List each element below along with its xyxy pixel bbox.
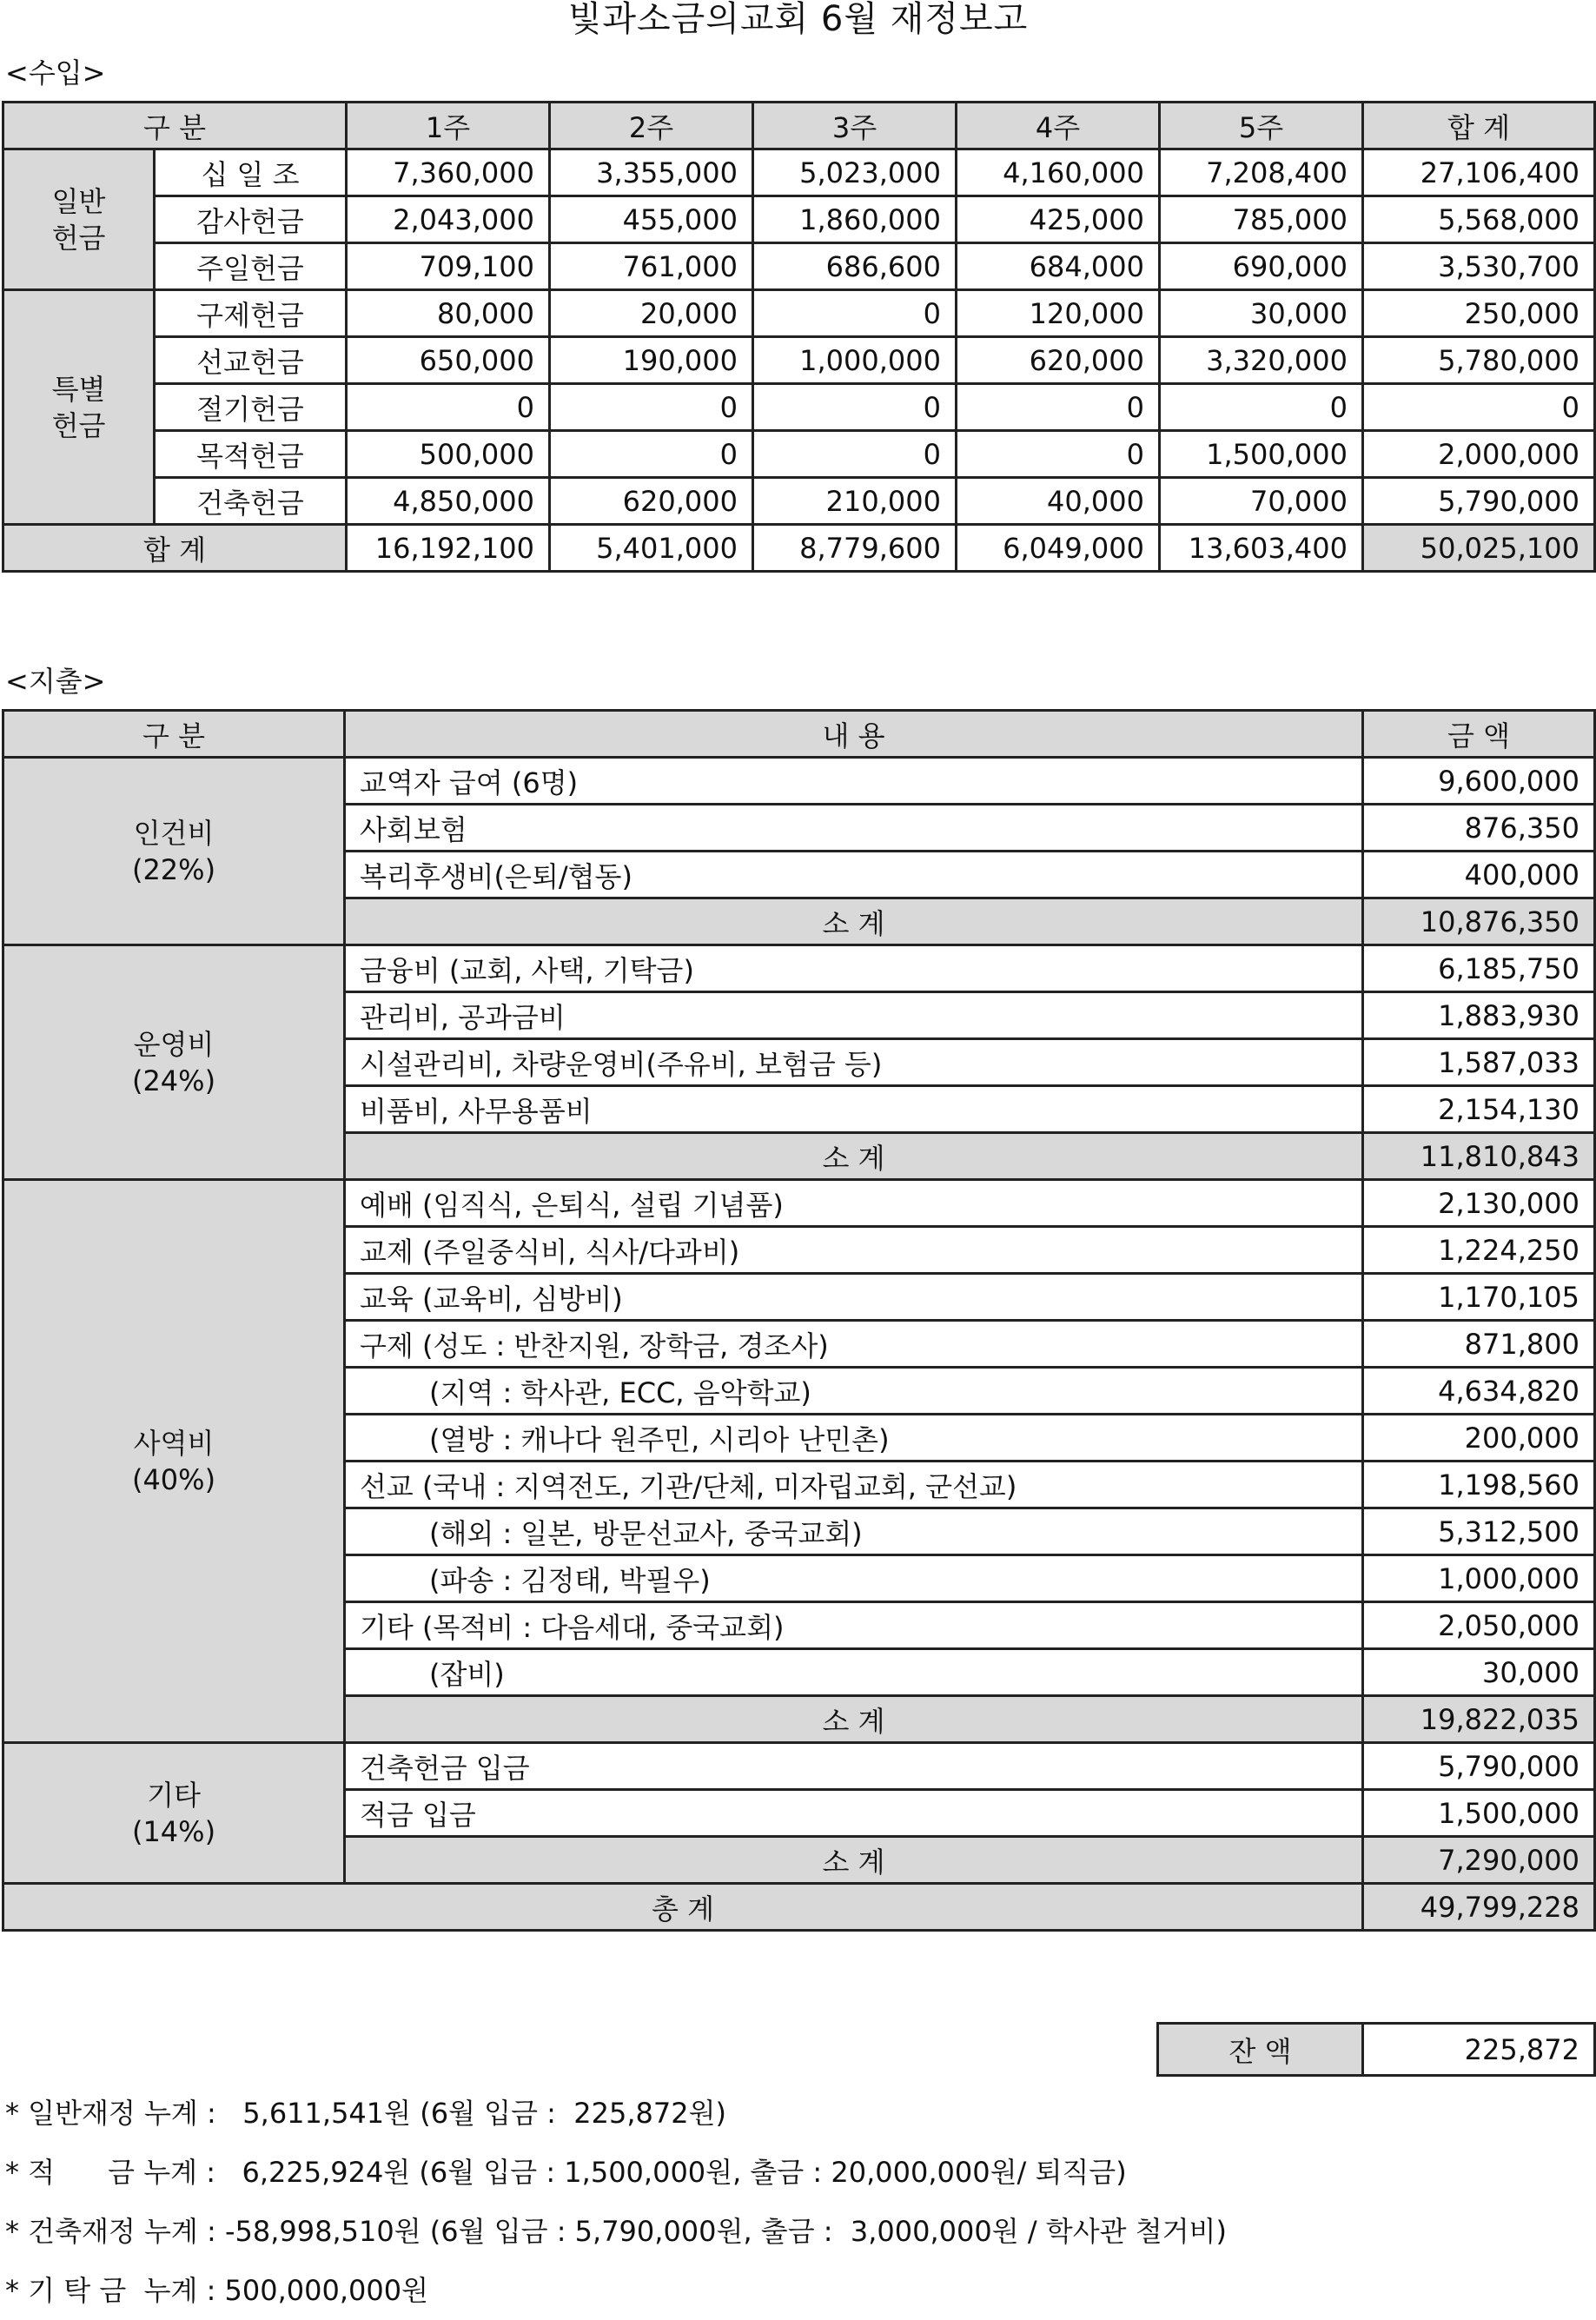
income-value-cell: 620,000	[957, 337, 1160, 384]
expense-header-cell: 금 액	[1363, 711, 1595, 758]
expense-grand-total-row	[3, 1884, 1595, 1931]
income-row-label: 선교헌금	[155, 337, 347, 384]
expense-group-name: 운영비 (24%)	[3, 945, 345, 1180]
expense-subtotal-label: 소 계	[345, 1837, 1363, 1884]
income-value-cell: 70,000	[1160, 478, 1363, 525]
income-row-label: 절기헌금	[155, 384, 347, 431]
expense-item-amount: 9,600,000	[1363, 758, 1595, 805]
expense-item-desc: 금융비 (교회, 사택, 기탁금)	[345, 945, 1363, 992]
expense-header-row	[3, 711, 1595, 758]
income-header-cell: 3주	[753, 103, 957, 149]
expense-item-desc: 예배 (임직식, 은퇴식, 설립 기념품)	[345, 1180, 1363, 1227]
income-row	[3, 431, 1595, 478]
income-value-cell: 0	[1363, 384, 1595, 431]
income-total-cell: 5,401,000	[550, 525, 753, 572]
note-building: * 건축재정 누계 : -58,998,510원 (6월 입금 : 5,790,000원, 출금 : 3,000,000원 / 학사관 철거비)	[5, 2215, 1227, 2248]
income-header-cell: 2주	[550, 103, 753, 149]
note-deposit: * 기 탁 금 누계 : 500,000,000원	[5, 2274, 429, 2307]
balance-table	[1156, 2022, 1596, 2077]
income-value-cell: 2,000,000	[1363, 431, 1595, 478]
income-section-label: <수입>	[5, 56, 106, 89]
expense-item-desc: 사회보험	[345, 805, 1363, 852]
income-header-cell: 합 계	[1363, 103, 1595, 149]
expense-item-desc: 시설관리비, 차량운영비(주유비, 보험금 등)	[345, 1039, 1363, 1086]
expense-item-desc: 교역자 급여 (6명)	[345, 758, 1363, 805]
income-row-label: 감사헌금	[155, 196, 347, 243]
expense-row	[3, 1743, 1595, 1790]
expense-item-desc: 적금 입금	[345, 1790, 1363, 1837]
expense-subtotal-amount: 10,876,350	[1363, 898, 1595, 945]
expense-item-amount: 5,790,000	[1363, 1743, 1595, 1790]
note-general: * 일반재정 누계 : 5,611,541원 (6월 입금 : 225,872원)	[5, 2097, 727, 2130]
expense-item-amount: 1,198,560	[1363, 1462, 1595, 1508]
expense-item-amount: 871,800	[1363, 1321, 1595, 1368]
expense-item-desc: (열방 : 캐나다 원주민, 시리아 난민촌)	[345, 1415, 1363, 1462]
expense-table	[2, 709, 1596, 1932]
expense-item-desc: (파송 : 김정태, 박필우)	[345, 1555, 1363, 1602]
expense-item-amount: 1,883,930	[1363, 992, 1595, 1039]
income-value-cell: 1,500,000	[1160, 431, 1363, 478]
income-total-cell: 50,025,100	[1363, 525, 1595, 572]
income-row	[3, 337, 1595, 384]
income-value-cell: 0	[550, 384, 753, 431]
income-value-cell: 0	[957, 431, 1160, 478]
income-value-cell: 210,000	[753, 478, 957, 525]
income-row	[3, 478, 1595, 525]
balance-label: 잔 액	[1158, 2024, 1363, 2076]
expense-item-amount: 400,000	[1363, 852, 1595, 898]
income-row-label: 구제헌금	[155, 290, 347, 337]
expense-item-amount: 1,587,033	[1363, 1039, 1595, 1086]
income-value-cell: 1,860,000	[753, 196, 957, 243]
income-value-cell: 3,355,000	[550, 149, 753, 196]
income-total-cell: 13,603,400	[1160, 525, 1363, 572]
expense-grand-total-label: 총 계	[3, 1884, 1363, 1931]
income-value-cell: 120,000	[957, 290, 1160, 337]
income-value-cell: 0	[1160, 384, 1363, 431]
income-header-cell: 구 분	[3, 103, 347, 149]
income-header-row	[3, 103, 1595, 149]
expense-item-amount: 200,000	[1363, 1415, 1595, 1462]
expense-item-amount: 2,154,130	[1363, 1086, 1595, 1133]
income-value-cell: 190,000	[550, 337, 753, 384]
income-value-cell: 2,043,000	[347, 196, 550, 243]
income-value-cell: 620,000	[550, 478, 753, 525]
income-value-cell: 425,000	[957, 196, 1160, 243]
balance-amount: 225,872	[1363, 2024, 1595, 2076]
expense-item-desc: 비품비, 사무용품비	[345, 1086, 1363, 1133]
income-table	[2, 101, 1596, 573]
page-title: 빛과소금의교회 6월 재정보고	[567, 0, 1029, 39]
income-value-cell: 7,208,400	[1160, 149, 1363, 196]
income-row-label: 십 일 조	[155, 149, 347, 196]
income-value-cell: 500,000	[347, 431, 550, 478]
expense-row	[3, 945, 1595, 992]
income-value-cell: 0	[957, 384, 1160, 431]
income-row	[3, 196, 1595, 243]
expense-subtotal-label: 소 계	[345, 898, 1363, 945]
income-value-cell: 5,568,000	[1363, 196, 1595, 243]
income-value-cell: 4,160,000	[957, 149, 1160, 196]
expense-subtotal-label: 소 계	[345, 1133, 1363, 1180]
income-value-cell: 684,000	[957, 243, 1160, 290]
income-group-name: 일반 헌금	[3, 149, 155, 290]
income-value-cell: 250,000	[1363, 290, 1595, 337]
income-value-cell: 761,000	[550, 243, 753, 290]
income-row	[3, 149, 1595, 196]
income-value-cell: 0	[753, 384, 957, 431]
expense-item-desc: (해외 : 일본, 방문선교사, 중국교회)	[345, 1508, 1363, 1555]
income-value-cell: 7,360,000	[347, 149, 550, 196]
income-total-cell: 6,049,000	[957, 525, 1160, 572]
expense-item-amount: 2,130,000	[1363, 1180, 1595, 1227]
income-value-cell: 785,000	[1160, 196, 1363, 243]
expense-group-name: 기타 (14%)	[3, 1743, 345, 1884]
income-value-cell: 27,106,400	[1363, 149, 1595, 196]
expense-item-amount: 1,170,105	[1363, 1274, 1595, 1321]
note-savings: * 적 금 누계 : 6,225,924원 (6월 입금 : 1,500,000원, 출금 : 20,000,000원/ 퇴직금)	[5, 2156, 1127, 2189]
income-value-cell: 1,000,000	[753, 337, 957, 384]
income-value-cell: 40,000	[957, 478, 1160, 525]
notes	[5, 2084, 1227, 2320]
income-value-cell: 20,000	[550, 290, 753, 337]
income-value-cell: 650,000	[347, 337, 550, 384]
expense-item-desc: 구제 (성도 : 반찬지원, 장학금, 경조사)	[345, 1321, 1363, 1368]
income-value-cell: 5,790,000	[1363, 478, 1595, 525]
expense-item-desc: 건축헌금 입금	[345, 1743, 1363, 1790]
expense-item-desc: 복리후생비(은퇴/협동)	[345, 852, 1363, 898]
expense-header-cell: 구 분	[3, 711, 345, 758]
expense-grand-total-amount: 49,799,228	[1363, 1884, 1595, 1931]
expense-item-desc: 관리비, 공과금비	[345, 992, 1363, 1039]
expense-group-name: 사역비 (40%)	[3, 1180, 345, 1743]
income-value-cell: 5,780,000	[1363, 337, 1595, 384]
expense-item-amount: 876,350	[1363, 805, 1595, 852]
income-row-label: 주일헌금	[155, 243, 347, 290]
expense-subtotal-amount: 7,290,000	[1363, 1837, 1595, 1884]
expense-subtotal-label: 소 계	[345, 1696, 1363, 1743]
income-total-row	[3, 525, 1595, 572]
expense-subtotal-amount: 19,822,035	[1363, 1696, 1595, 1743]
income-header-cell: 4주	[957, 103, 1160, 149]
expense-item-desc: (잡비)	[345, 1649, 1363, 1696]
expense-item-amount: 5,312,500	[1363, 1508, 1595, 1555]
expense-item-amount: 1,500,000	[1363, 1790, 1595, 1837]
income-row	[3, 384, 1595, 431]
income-header-cell: 5주	[1160, 103, 1363, 149]
income-total-cell: 8,779,600	[753, 525, 957, 572]
income-value-cell: 690,000	[1160, 243, 1363, 290]
expense-item-desc: 기타 (목적비 : 다음세대, 중국교회)	[345, 1602, 1363, 1649]
income-group-name: 특별 헌금	[3, 290, 155, 525]
expense-row	[3, 758, 1595, 805]
expense-item-amount: 4,634,820	[1363, 1368, 1595, 1415]
expense-item-amount: 1,000,000	[1363, 1555, 1595, 1602]
expense-header-cell: 내 용	[345, 711, 1363, 758]
income-value-cell: 709,100	[347, 243, 550, 290]
income-row-label: 건축헌금	[155, 478, 347, 525]
expense-item-desc: 선교 (국내 : 지역전도, 기관/단체, 미자립교회, 군선교)	[345, 1462, 1363, 1508]
expense-item-amount: 1,224,250	[1363, 1227, 1595, 1274]
income-value-cell: 686,600	[753, 243, 957, 290]
income-total-label: 합 계	[3, 525, 347, 572]
income-row-label: 목적헌금	[155, 431, 347, 478]
income-value-cell: 4,850,000	[347, 478, 550, 525]
income-value-cell: 0	[753, 431, 957, 478]
balance-row	[1158, 2024, 1595, 2076]
income-value-cell: 0	[347, 384, 550, 431]
income-value-cell: 3,530,700	[1363, 243, 1595, 290]
expense-group-name: 인건비 (22%)	[3, 758, 345, 945]
expense-item-amount: 6,185,750	[1363, 945, 1595, 992]
income-value-cell: 5,023,000	[753, 149, 957, 196]
expense-row	[3, 1180, 1595, 1227]
income-value-cell: 3,320,000	[1160, 337, 1363, 384]
income-row	[3, 243, 1595, 290]
income-row	[3, 290, 1595, 337]
income-total-cell: 16,192,100	[347, 525, 550, 572]
income-value-cell: 455,000	[550, 196, 753, 243]
expense-item-amount: 2,050,000	[1363, 1602, 1595, 1649]
expense-item-desc: (지역 : 학사관, ECC, 음악학교)	[345, 1368, 1363, 1415]
income-header-cell: 1주	[347, 103, 550, 149]
expense-item-desc: 교제 (주일중식비, 식사/다과비)	[345, 1227, 1363, 1274]
expense-item-desc: 교육 (교육비, 심방비)	[345, 1274, 1363, 1321]
expense-section-label: <지출>	[5, 665, 106, 698]
income-value-cell: 80,000	[347, 290, 550, 337]
expense-item-amount: 30,000	[1363, 1649, 1595, 1696]
income-value-cell: 0	[753, 290, 957, 337]
income-value-cell: 0	[550, 431, 753, 478]
income-value-cell: 30,000	[1160, 290, 1363, 337]
expense-subtotal-amount: 11,810,843	[1363, 1133, 1595, 1180]
